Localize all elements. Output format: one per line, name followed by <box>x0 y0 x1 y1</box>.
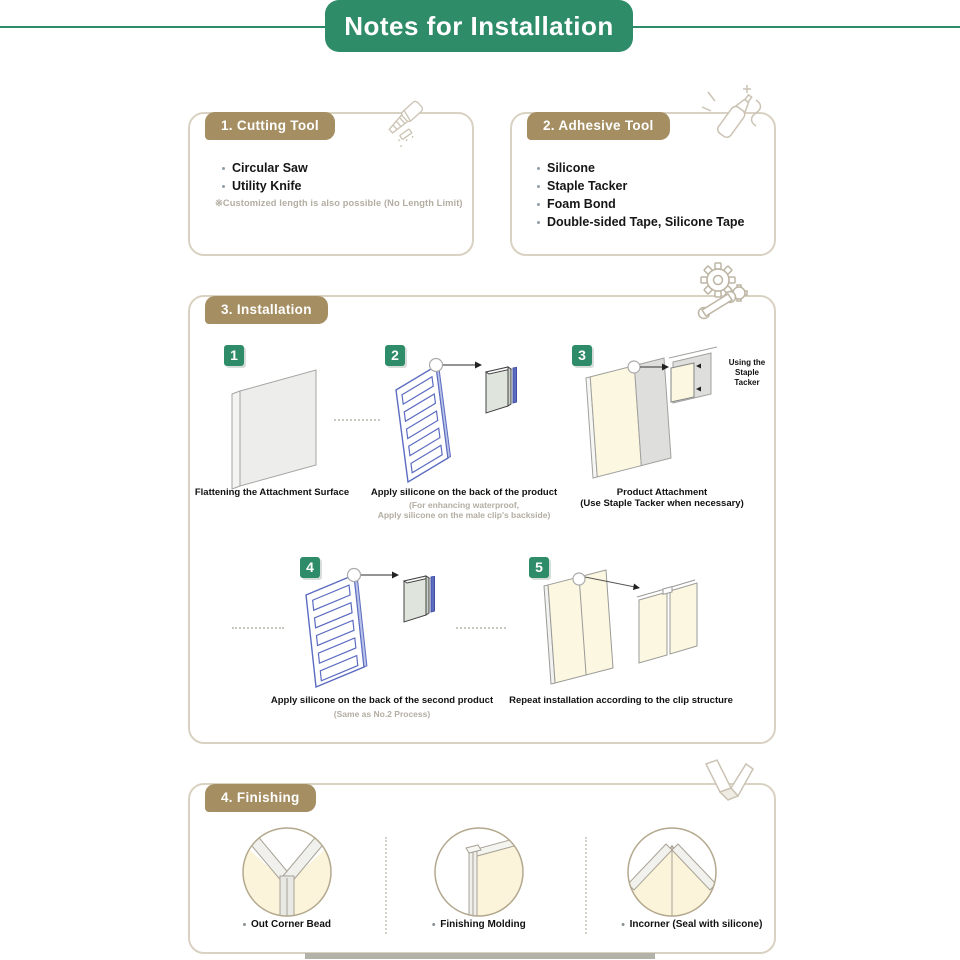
step-2-note-2: Apply silicone on the male clip's backside) <box>377 510 551 520</box>
finishing-caption: Incorner (Seal with silicone) <box>622 919 763 930</box>
adhesive-tool-list <box>537 159 745 231</box>
dotted-divider <box>585 837 587 934</box>
list-item <box>537 195 745 213</box>
silicone-bottle-icon <box>696 84 768 156</box>
dotted-separator <box>456 627 506 629</box>
step-3-caption: Product Attachment <box>616 487 708 498</box>
dotted-divider <box>385 837 387 934</box>
utility-knife-icon <box>374 90 440 152</box>
bullet-icon <box>537 221 540 224</box>
footer-band <box>305 953 655 959</box>
bullet-icon <box>222 167 225 170</box>
out-corner-bead-illustration <box>241 826 333 918</box>
step-5-illustration <box>536 558 706 690</box>
page-title: Notes for Installation <box>325 0 633 52</box>
bullet-icon <box>432 923 435 926</box>
step-5-caption: Repeat installation according to the clip structure <box>509 695 733 706</box>
cutting-note: ※Customized length is also possible (No Length Limit) <box>215 198 463 208</box>
step-2-illustration <box>382 350 522 485</box>
finishing-label: 4. Finishing <box>205 784 316 812</box>
tool-label: Silicone <box>547 161 595 175</box>
list-item <box>537 159 745 177</box>
corner-molding-icon <box>698 756 756 814</box>
finishing-caption: Out Corner Bead <box>243 919 331 930</box>
tool-label: Circular Saw <box>232 161 308 175</box>
tool-label: Double-sided Tape, Silicone Tape <box>547 215 745 229</box>
step-3-illustration <box>576 342 722 484</box>
dotted-separator <box>334 419 380 421</box>
step-2-note-1: (For enhancing waterproof, <box>408 500 520 510</box>
step-2-caption: Apply silicone on the back of the product <box>370 487 558 498</box>
bullet-icon <box>243 923 246 926</box>
list-item <box>537 177 745 195</box>
list-item <box>222 177 463 195</box>
cutting-tool-label: 1. Cutting Tool <box>205 112 335 140</box>
installation-label: 3. Installation <box>205 296 328 324</box>
step-4-note-1: (Same as No.2 Process) <box>333 709 431 719</box>
step-1-badge: 1 <box>224 345 244 366</box>
step-5-badge: 5 <box>529 557 549 578</box>
step-3-annotation: Using the Staple Tacker <box>728 358 766 387</box>
bullet-icon <box>537 167 540 170</box>
bullet-icon <box>222 185 225 188</box>
bullet-icon <box>537 203 540 206</box>
tool-label: Foam Bond <box>547 197 616 211</box>
tool-label: Staple Tacker <box>547 179 628 193</box>
step-1-illustration <box>228 362 323 492</box>
finishing-molding-illustration <box>433 826 525 918</box>
dotted-separator <box>232 627 284 629</box>
step-3-badge: 3 <box>572 345 592 366</box>
finishing-caption: Finishing Molding <box>432 919 526 930</box>
step-4-illustration <box>296 565 446 693</box>
adhesive-tool-label: 2. Adhesive Tool <box>527 112 670 140</box>
step-4-badge: 4 <box>300 557 320 578</box>
incorner-illustration <box>626 826 718 918</box>
gear-wrench-icon <box>688 260 752 322</box>
bullet-icon <box>622 923 625 926</box>
cutting-tool-list <box>215 159 463 209</box>
list-item <box>222 159 463 177</box>
bullet-icon <box>537 185 540 188</box>
step-4-caption: Apply silicone on the back of the second product <box>270 695 494 706</box>
list-item <box>537 213 745 231</box>
tool-label: Utility Knife <box>232 179 302 193</box>
step-2-badge: 2 <box>385 345 405 366</box>
step-3-caption-2: (Use Staple Tacker when necessary) <box>580 498 744 509</box>
step-1-caption: Flattening the Attachment Surface <box>194 487 350 498</box>
